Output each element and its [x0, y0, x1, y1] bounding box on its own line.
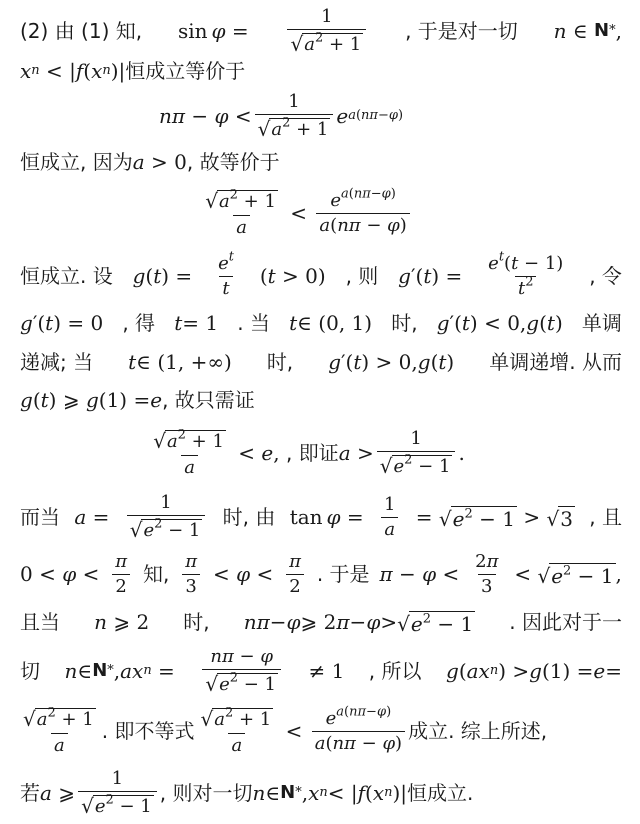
text-l11c: , 且 — [589, 505, 622, 529]
formula-n-in-N: n ∈ N * , — [553, 19, 622, 43]
text-l15b: 成立. 综上所述, — [408, 719, 548, 743]
text-l14b: , 所以 — [368, 659, 422, 683]
text-l12a: 知, — [142, 562, 170, 586]
text-l16b: , 则对一切 — [159, 781, 253, 805]
text-l8b: 时, — [266, 350, 294, 374]
line-15: √ $a^2 + 1$ a . 即不等式 √ $a^2 + 1$ a < $\frac{e^{a(n\pi-\varphi)}}{a(n\pi - \varphi)}$ 成立. 综上所述, — [23, 704, 548, 756]
line-16: 若 a ⩾ 1 √ $e^2 - 1$ , 则对一切 n ∈ N * , x n < | f ( x n )| 恒成立. — [20, 767, 474, 818]
text-l7d: 单调 — [581, 311, 622, 335]
text-l14a: 切 — [20, 659, 40, 683]
text-l4a: 恒成立, 因为 — [20, 150, 133, 174]
text-l11a: 而当 — [20, 505, 60, 529]
text-l6c: , 令 — [589, 264, 622, 288]
text-l16a: 若 — [20, 781, 40, 805]
formula-xn-lt-abs: x n < | f ( x n )| — [20, 59, 126, 83]
text-l7a: , 得 — [122, 311, 156, 335]
text-l6b: , 则 — [345, 264, 379, 288]
text-l12b: . 于是 — [316, 562, 370, 586]
text-l16c: 恒成立. — [407, 781, 474, 805]
line-14: 切 n ∈ N * , ax n = nπ − φ √ $e^2 - 1$ ≠ 1 , 所以 g ( ax n ) > g (1) = e = — [20, 645, 622, 696]
text-l8c: 单调递增. 从而 — [489, 350, 622, 374]
text-l7b: . 当 — [237, 311, 270, 335]
text-l13c: . 因此对于一 — [509, 610, 622, 634]
text-l1b: , 于是对一切 — [405, 19, 518, 43]
line-7: g ′( t ) = 0 , 得 t = 1 . 当 t ∈ (0, 1) 时, g ′( t ) < 0, g ( t ) 单调 — [20, 311, 622, 335]
text-l1a: (2) 由 (1) 知, — [20, 19, 143, 43]
text-l11b: 时, 由 — [222, 505, 276, 529]
line-6: 恒成立. 设 g ( t ) = $\frac{e^t}{t}$ ( t > 0) , 则 g ′( t ) = $\frac{e^t(t - 1)}{t^2}$ , 令 — [20, 249, 622, 299]
line-13: 且当 n ⩾ 2 时, nπ − φ ⩾ 2 π − φ > √ $e^2 - 1$ . 因此对于一 — [20, 610, 622, 636]
text-l9a: , 故只需证 — [162, 388, 255, 412]
text-l10a: , 即证 — [285, 441, 339, 465]
line-4: 恒成立, 因为 a > 0 , 故等价于 — [20, 150, 280, 174]
line-2 — [20, 56, 622, 86]
text-l8a: 递减; 当 — [20, 350, 94, 374]
display-eq-3: √ $a^2 + 1$ a < e , , 即证 a > 1 √ $e^2 - 1$ . — [153, 427, 465, 478]
text-l7c: 时, — [391, 311, 418, 335]
line-1 — [20, 6, 622, 56]
display-eq-2: √ $a^2 + 1$ a < $\frac{e^{a(n\pi-\varphi)}}{a(n\pi - \varphi)}$ — [20, 178, 622, 248]
line-9: g ( t ) ⩾ g (1) = e , 故只需证 — [20, 388, 255, 412]
line-12: 0 < φ < $\frac{\pi}{2}$ 知, $\frac{\pi}{3}$ < φ < $\frac{\pi}{2}$ . 于是 π − φ < $\frac{2\pi}{3}$ < √ $e^2 - 1$ , — [20, 550, 622, 597]
text-l4b: , 故等价于 — [186, 150, 280, 174]
line-8: 递减; 当 t ∈ (1, +∞) 时, g ′( t ) > 0, g ( t ) 单调递增. 从而 — [20, 350, 622, 374]
text-l13a: 且当 — [20, 610, 60, 634]
formula-frac-1-sqrt: 1 √ $a^2 + 1$ — [287, 8, 366, 55]
formula-sin-phi: sin φ = — [177, 19, 249, 43]
text-l13b: 时, — [183, 610, 210, 634]
line-11: 而当 a = 1 √ $e^2 - 1$ 时, 由 tan φ = $\frac{1}{a}$ = √ $e^2 - 1$ > √ 3 , 且 — [20, 491, 622, 542]
text-l6a: 恒成立. 设 — [20, 264, 113, 288]
text-l2a: 恒成立等价于 — [125, 59, 246, 83]
text-l15a: . 即不等式 — [101, 719, 195, 743]
display-eq-1: nπ − φ < 1 √ $a^2 + 1$ e a(nπ−φ) — [158, 90, 404, 141]
